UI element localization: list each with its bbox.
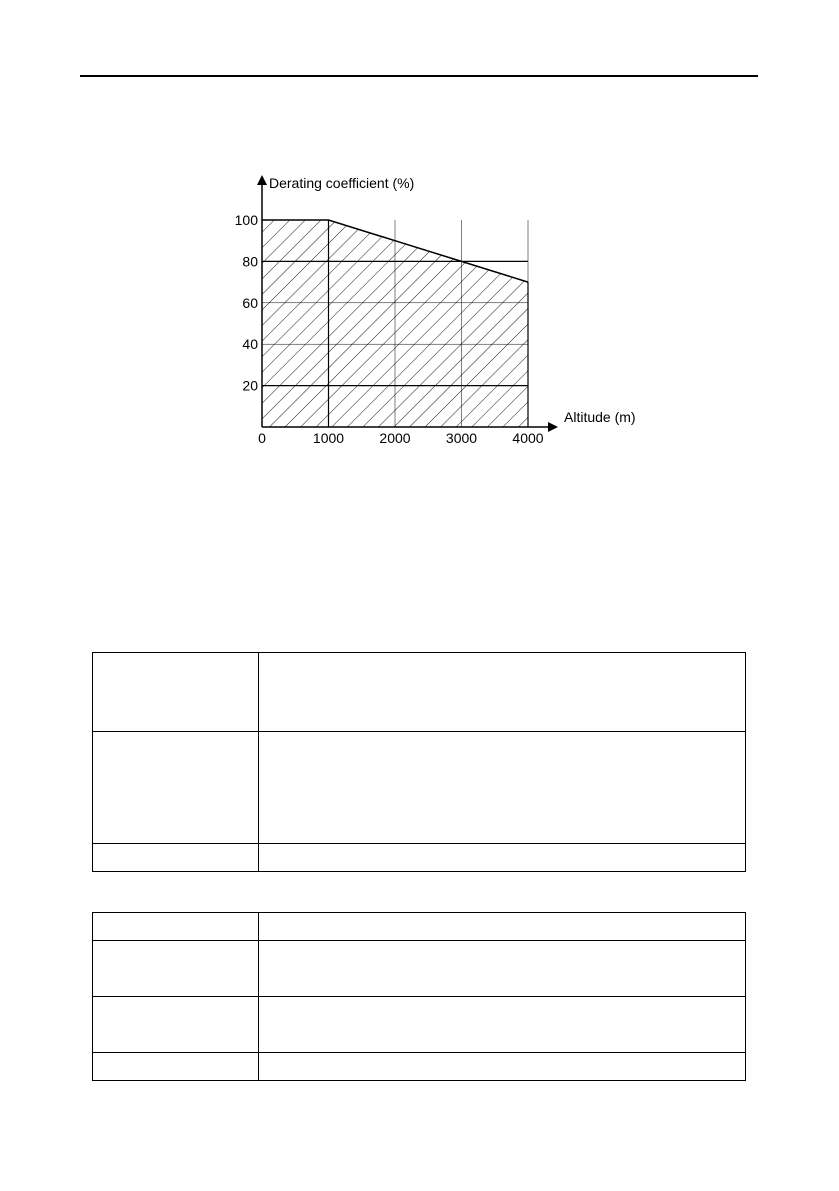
table-cell [259,732,746,844]
table-cell [93,997,259,1053]
table-row [93,941,746,997]
table-row [93,844,746,872]
y-tick-label: 80 [242,253,258,270]
table-cell [259,997,746,1053]
derating-chart [220,165,660,455]
table-cell [93,844,259,872]
table-row [93,913,746,941]
x-tick-label: 0 [258,430,266,446]
table-cell [259,941,746,997]
y-tick-label: 20 [242,377,258,394]
y-axis-label: Derating coefficient (%) [269,175,415,191]
table-cell [93,732,259,844]
table-row [93,1053,746,1081]
specification-table [92,912,746,1081]
header-rule [80,75,758,77]
x-tick-label: 1000 [312,430,345,446]
environment-table [92,652,746,872]
table-cell [93,913,259,941]
y-axis-arrow [257,175,267,185]
x-tick-label: 3000 [445,430,478,446]
table-cell [259,653,746,732]
y-tick-label: 60 [242,294,258,311]
x-axis-arrow [548,422,558,432]
table-cell [259,844,746,872]
x-axis-label: Altitude (m) [564,409,636,425]
y-tick-label: 100 [234,212,258,228]
y-tick-label: 40 [242,336,258,353]
table-row [93,732,746,844]
table-cell [259,913,746,941]
table-cell [93,653,259,732]
table-cell [93,1053,259,1081]
table-cell [93,941,259,997]
x-tick-label: 2000 [379,430,411,446]
table-row [93,997,746,1053]
x-tick-label: 4000 [512,430,544,446]
table-row [93,653,746,732]
table-cell [259,1053,746,1081]
